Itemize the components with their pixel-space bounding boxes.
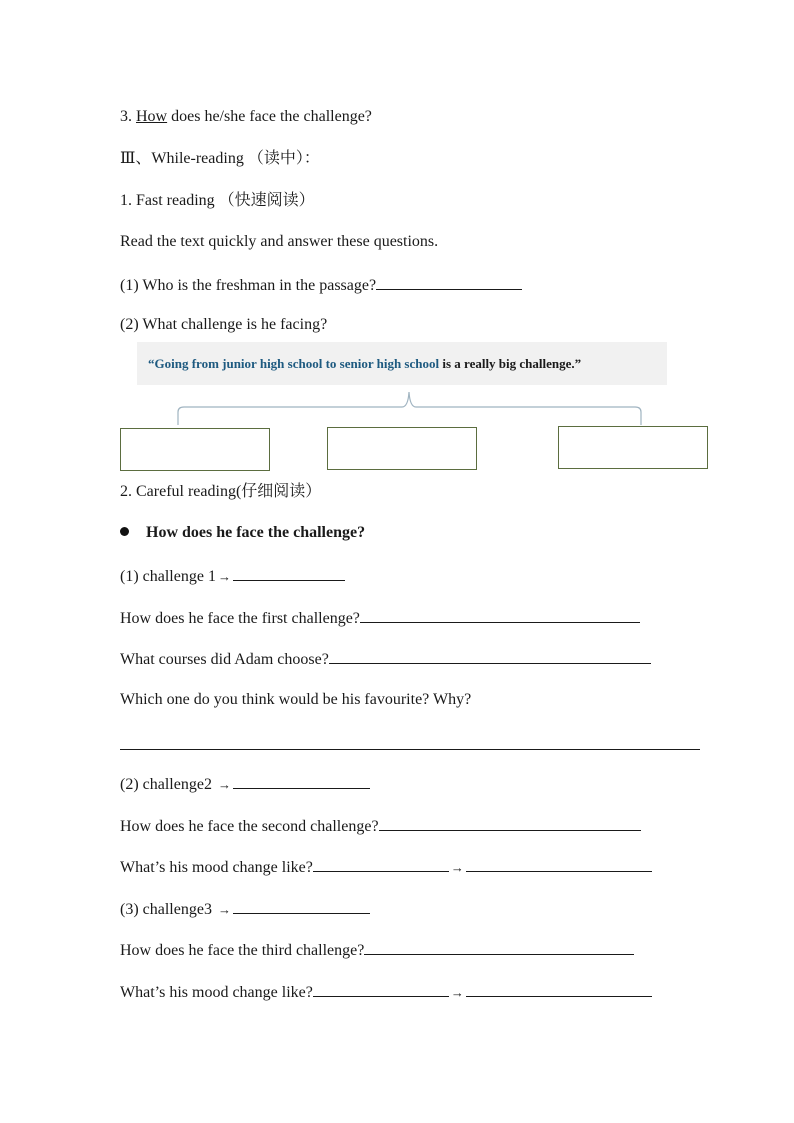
challenge-2-question-1 <box>120 815 641 837</box>
fast-reading-instruction: Read the text quickly and answer these questions. <box>120 233 439 250</box>
challenge-2-label: (2) challenge2 <box>120 776 216 793</box>
challenge-2-line <box>120 773 370 795</box>
answer-blank[interactable] <box>466 856 652 872</box>
challenge-1-question-1-text: How does he face the first challenge? <box>120 610 360 627</box>
challenge-2-question-1-text: How does he face the second challenge? <box>120 818 379 835</box>
answer-blank[interactable] <box>376 274 522 290</box>
challenge-3-label: (3) challenge3 <box>120 901 216 918</box>
challenge-1-question-1 <box>120 607 640 629</box>
answer-blank[interactable] <box>329 648 651 664</box>
answer-blank[interactable] <box>233 773 370 789</box>
answer-blank[interactable] <box>233 565 345 581</box>
challenge-3-question-1-text: How does he face the third challenge? <box>120 942 365 959</box>
challenge-3-mood <box>120 981 652 1003</box>
answer-blank[interactable] <box>313 981 449 997</box>
arrow-right-icon: → <box>450 860 464 875</box>
arrow-right-icon: → <box>217 569 231 584</box>
quote-text: is a really big challenge.” <box>439 356 582 371</box>
fast-question-1 <box>120 274 522 296</box>
answer-full-line[interactable] <box>120 749 700 750</box>
brace-path <box>178 392 641 425</box>
arrow-right-icon: → <box>450 985 464 1000</box>
answer-blank[interactable] <box>313 856 449 872</box>
challenge-1-line <box>120 565 345 587</box>
fast-reading-heading: 1. Fast reading （快速阅读） <box>120 192 315 209</box>
brace-connector <box>170 387 650 429</box>
answer-blank[interactable] <box>233 898 370 914</box>
challenge-2-mood <box>120 856 652 878</box>
answer-blank[interactable] <box>379 815 641 831</box>
answer-blank[interactable] <box>466 981 652 997</box>
arrow-right-icon: → <box>217 777 231 792</box>
fast-question-1-text: (1) Who is the freshman in the passage? <box>120 277 377 294</box>
fast-question-2: (2) What challenge is he facing? <box>120 316 328 333</box>
challenge-3-line <box>120 898 370 920</box>
careful-reading-heading: 2. Careful reading(仔细阅读） <box>120 483 322 500</box>
challenge-1-question-3: Which one do you think would be his favourite? Why? <box>120 691 472 708</box>
question-3-text: does he/she face the challenge? <box>167 108 372 125</box>
challenge-1-question-2 <box>120 648 651 670</box>
quote-box <box>137 342 667 385</box>
quote-highlight: “Going from junior high school to senior high school <box>148 356 440 371</box>
answer-box-1[interactable] <box>120 428 270 471</box>
challenge-3-mood-text: What’s his mood change like? <box>120 984 313 1001</box>
section-while-reading: Ⅲ、While-reading （读中）： <box>120 150 320 167</box>
bullet-question-text: How does he face the challenge? <box>146 524 366 541</box>
bullet-question <box>120 523 365 543</box>
challenge-1-question-2-text: What courses did Adam choose? <box>120 651 329 668</box>
question-3-number: 3. <box>120 108 136 125</box>
challenge-3-question-1 <box>120 939 634 961</box>
answer-blank[interactable] <box>360 607 640 623</box>
question-3-how: How <box>136 108 168 125</box>
question-3 <box>120 107 372 127</box>
answer-box-2[interactable] <box>327 427 477 470</box>
answer-box-3[interactable] <box>558 426 708 469</box>
challenge-2-mood-text: What’s his mood change like? <box>120 859 313 876</box>
bullet-dot-icon <box>120 527 129 536</box>
answer-blank[interactable] <box>364 939 634 955</box>
arrow-right-icon: → <box>217 902 231 917</box>
challenge-1-label: (1) challenge 1 <box>120 568 216 585</box>
